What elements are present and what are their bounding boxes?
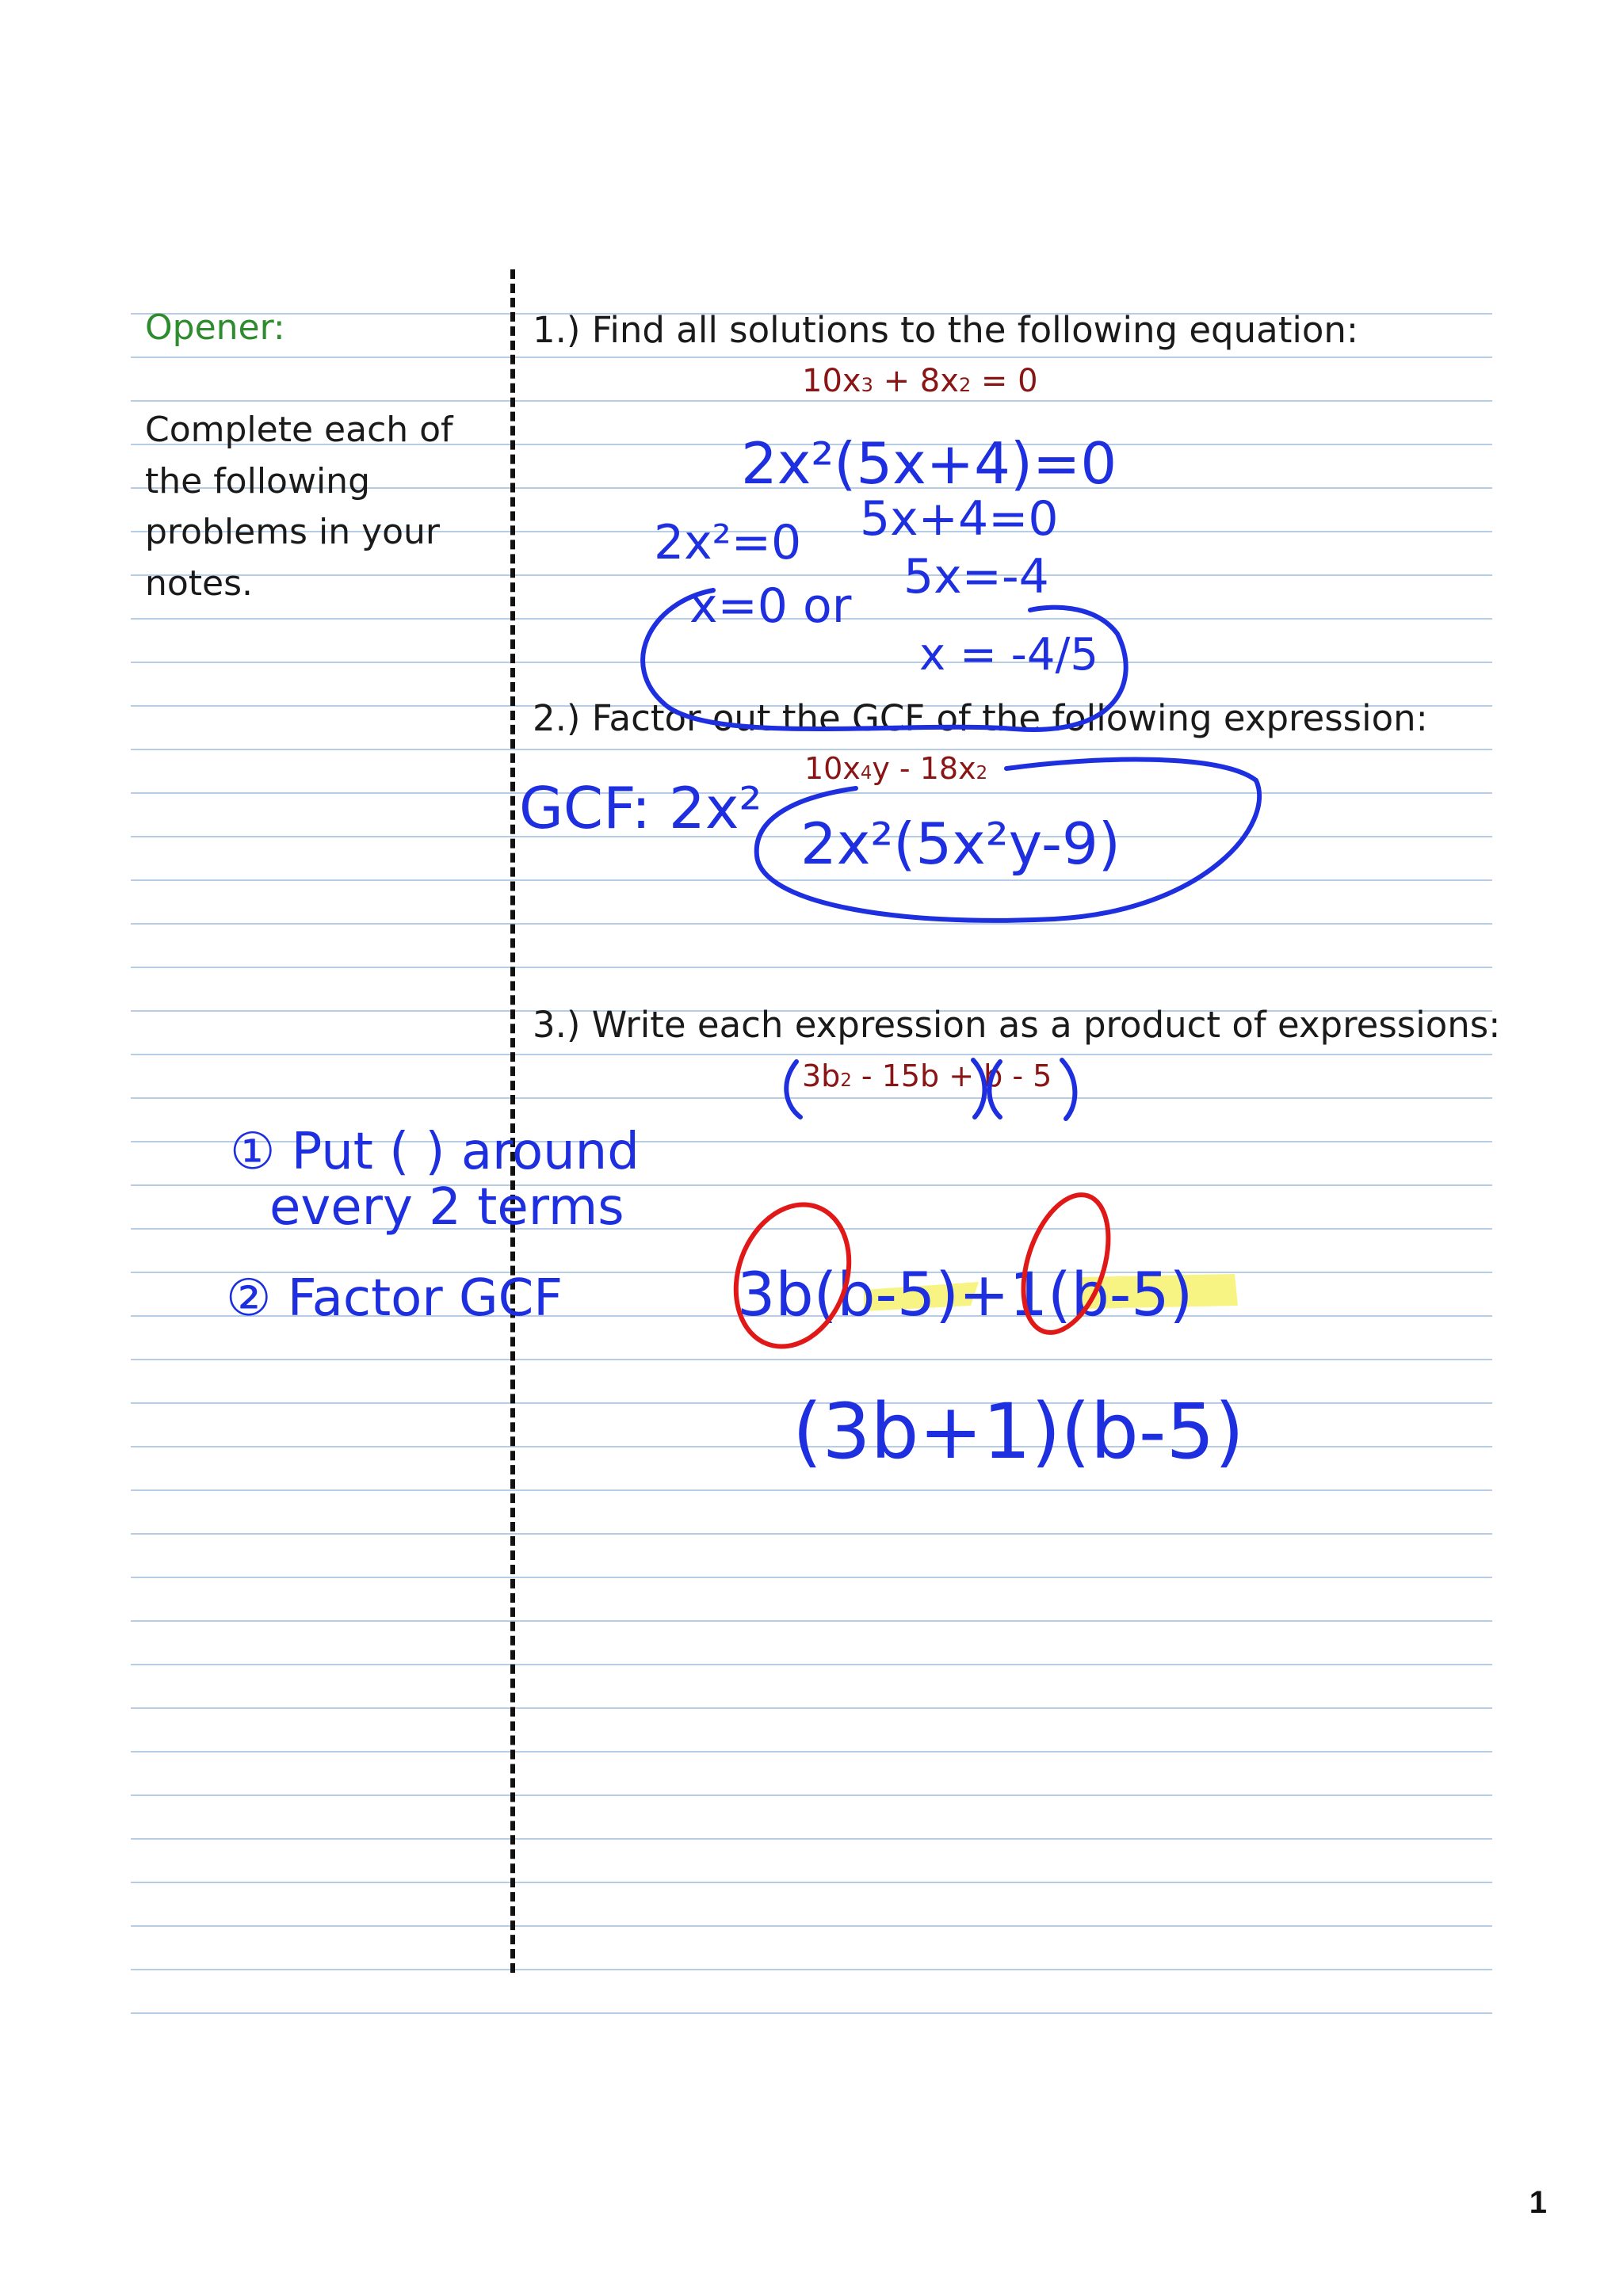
p3-paren	[1062, 1060, 1075, 1119]
problem-3-expression: $3b^2 - 15b + b - 5$	[802, 1058, 1052, 1093]
p3-paren	[786, 1062, 800, 1117]
step-one-cont: every 2 terms	[269, 1178, 624, 1237]
p1-left-sol: x=0 or	[689, 578, 852, 634]
instruction-line: Complete each of	[145, 410, 453, 450]
p2-gcf: GCF: 2x²	[519, 775, 762, 841]
problem-1-expression: $10x^3 + 8x^2 = 0$	[802, 363, 1038, 399]
p1-right-step: 5x=-4	[903, 549, 1049, 605]
p1-factored: 2x²(5x+4)=0	[741, 430, 1117, 497]
p1-left-eq: 2x²=0	[654, 515, 802, 570]
step-two: ② Factor GCF	[226, 1269, 563, 1328]
problem-3-prompt: 3.) Write each expression as a product of expressions:	[533, 1004, 1501, 1046]
p1-right-eq: 5x+4=0	[860, 491, 1059, 547]
p3-step: 3b(b-5)+1(b-5)	[737, 1259, 1193, 1329]
p3-answer: (3b+1)(b-5)	[792, 1387, 1244, 1476]
p2-answer: 2x²(5x²y-9)	[800, 810, 1121, 877]
instruction-line: notes.	[145, 563, 254, 604]
instruction-line: problems in your	[145, 512, 441, 552]
p3-paren	[973, 1060, 985, 1117]
p3-paren	[989, 1062, 1000, 1117]
problem-2-expression: $10x^4y - 18x^2$	[804, 751, 988, 786]
step-one: ① Put ( ) around	[230, 1123, 640, 1181]
opener-heading: Opener:	[145, 307, 285, 348]
problem-2-prompt: 2.) Factor out the GCF of the following expression:	[533, 697, 1428, 739]
instruction-line: the following	[145, 461, 371, 502]
page-number: 1	[1529, 2185, 1547, 2220]
problem-1-prompt: 1.) Find all solutions to the following equation:	[533, 309, 1359, 351]
p1-right-sol: x = -4/5	[919, 629, 1098, 681]
